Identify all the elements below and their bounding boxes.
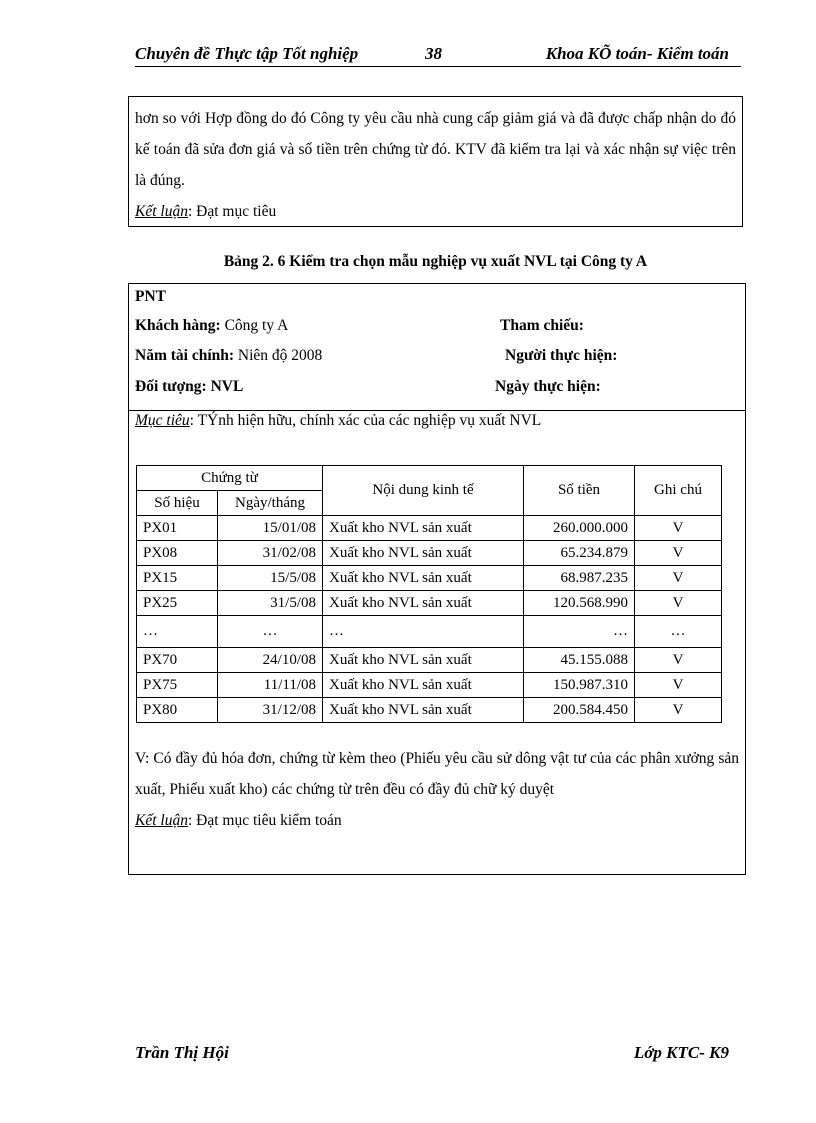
cell-date: 24/10/08 bbox=[218, 648, 323, 673]
cell-content: … bbox=[323, 616, 524, 648]
header-department: Khoa KÕ toán- Kiểm toán bbox=[545, 44, 729, 63]
class-name: Lớp KTC- K9 bbox=[633, 1043, 729, 1062]
cell-content: Xuất kho NVL sản xuất bbox=[323, 591, 524, 616]
cell-note: V bbox=[635, 648, 722, 673]
cell-content: Xuất kho NVL sản xuất bbox=[323, 516, 524, 541]
sample-table bbox=[136, 465, 722, 723]
performer-label: Người thực hiện: bbox=[505, 347, 618, 364]
cell-number: PX70 bbox=[137, 648, 218, 673]
conclusion-text: : Đạt mục tiêu bbox=[187, 203, 277, 220]
table-row bbox=[137, 648, 722, 673]
cell-note: V bbox=[635, 698, 722, 723]
previous-section-text: hơn so với Hợp đồng do đó Công ty yêu cầu nhà cung cấp giảm giá và đã được chấp nhận do đó kế toán đã sửa đơn giá và số tiền trên chứng từ đó. KTV đã kiểm tra lại và xác nhận sự việc trên là đúng. bbox=[135, 110, 736, 189]
cell-number: … bbox=[137, 616, 218, 648]
cell-amount: 45.155.088 bbox=[524, 648, 635, 673]
cell-date: 15/01/08 bbox=[218, 516, 323, 541]
cell-amount: 200.584.450 bbox=[524, 698, 635, 723]
conclusion-label: Kết luận bbox=[135, 203, 188, 220]
table-row bbox=[137, 698, 722, 723]
page-number: 38 bbox=[425, 44, 442, 63]
col-header-note: Ghi chú bbox=[635, 466, 722, 516]
table-row bbox=[137, 541, 722, 566]
note-conclusion bbox=[135, 805, 739, 836]
cell-note: V bbox=[635, 566, 722, 591]
previous-section-box bbox=[128, 96, 743, 227]
object-label: Đối tượng: NVL bbox=[135, 378, 244, 395]
cell-content: Xuất kho NVL sản xuất bbox=[323, 698, 524, 723]
page-header bbox=[135, 40, 741, 67]
reference-label: Tham chiếu: bbox=[500, 317, 584, 334]
cell-date: 31/12/08 bbox=[218, 698, 323, 723]
col-header-date: Ngày/tháng bbox=[218, 491, 323, 516]
fiscal-year-label: Năm tài chính: bbox=[135, 347, 235, 364]
table-row-ellipsis bbox=[137, 616, 722, 648]
cell-note: V bbox=[635, 591, 722, 616]
note-text: V: Có đầy đủ hóa đơn, chứng từ kèm theo (Phiếu yêu cầu sử dông vật tư của các phân xưởng sản xuất, Phiếu xuất kho) các chứng từ trên đều có đầy đủ chữ ký duyệt bbox=[135, 750, 739, 798]
cell-date: 31/02/08 bbox=[218, 541, 323, 566]
table-caption: Bảng 2. 6 Kiểm tra chọn mẫu nghiệp vụ xuất NVL tại Công ty A bbox=[223, 253, 648, 270]
cell-content: Xuất kho NVL sản xuất bbox=[323, 541, 524, 566]
conclusion-label: Kết luận bbox=[135, 812, 188, 829]
cell-date: 15/5/08 bbox=[218, 566, 323, 591]
cell-amount: 260.000.000 bbox=[524, 516, 635, 541]
note-section bbox=[135, 743, 739, 836]
table-row bbox=[137, 591, 722, 616]
page-footer bbox=[135, 1043, 741, 1065]
cell-amount: … bbox=[524, 616, 635, 648]
table-row bbox=[137, 566, 722, 591]
audit-sample-box bbox=[128, 283, 746, 875]
fiscal-year-value: Niên độ 2008 bbox=[234, 347, 323, 364]
cell-number: PX75 bbox=[137, 673, 218, 698]
cell-note: V bbox=[635, 516, 722, 541]
cell-note: V bbox=[635, 541, 722, 566]
cell-date: … bbox=[218, 616, 323, 648]
col-header-number: Số hiệu bbox=[137, 491, 218, 516]
cell-content: Xuất kho NVL sản xuất bbox=[323, 648, 524, 673]
group-header: Chứng từ bbox=[137, 466, 323, 491]
cell-number: PX25 bbox=[137, 591, 218, 616]
col-header-content: Nội dung kinh tế bbox=[323, 466, 524, 516]
cell-number: PX08 bbox=[137, 541, 218, 566]
client-value: Công ty A bbox=[220, 317, 289, 334]
table-row bbox=[137, 516, 722, 541]
cell-content: Xuất kho NVL sản xuất bbox=[323, 566, 524, 591]
author-name: Trần Thị Hội bbox=[135, 1043, 229, 1062]
previous-conclusion bbox=[135, 196, 736, 227]
objective-text: : TÝnh hiện hữu, chính xác của các nghiệp vụ xuất NVL bbox=[189, 412, 542, 429]
cell-amount: 68.987.235 bbox=[524, 566, 635, 591]
cell-note: … bbox=[635, 616, 722, 648]
cell-content: Xuất kho NVL sản xuất bbox=[323, 673, 524, 698]
cell-number: PX01 bbox=[137, 516, 218, 541]
cell-date: 31/5/08 bbox=[218, 591, 323, 616]
date-label: Ngày thực hiện: bbox=[495, 378, 601, 395]
cell-amount: 120.568.990 bbox=[524, 591, 635, 616]
cell-number: PX80 bbox=[137, 698, 218, 723]
cell-date: 11/11/08 bbox=[218, 673, 323, 698]
pnt-label: PNT bbox=[135, 288, 166, 305]
cell-amount: 150.987.310 bbox=[524, 673, 635, 698]
cell-amount: 65.234.879 bbox=[524, 541, 635, 566]
objective-label: Mục tiêu bbox=[135, 412, 190, 429]
info-section bbox=[129, 284, 745, 411]
table-row bbox=[137, 673, 722, 698]
col-header-amount: Số tiền bbox=[524, 466, 635, 516]
cell-note: V bbox=[635, 673, 722, 698]
objective bbox=[135, 412, 541, 430]
header-title: Chuyên đề Thực tập Tốt nghiệp bbox=[135, 44, 359, 63]
cell-number: PX15 bbox=[137, 566, 218, 591]
client-label: Khách hàng: bbox=[135, 317, 221, 334]
conclusion-text: : Đạt mục tiêu kiểm toán bbox=[187, 812, 342, 829]
